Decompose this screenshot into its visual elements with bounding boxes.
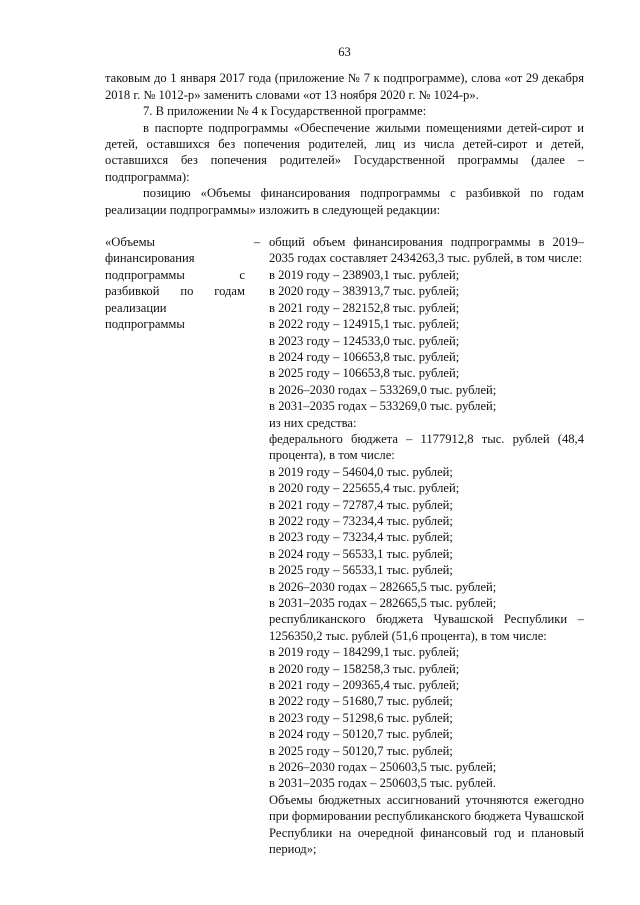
sources-heading: из них средства: bbox=[269, 415, 357, 430]
federal-year-line: в 2019 году – 54604,0 тыс. рублей; bbox=[269, 464, 453, 479]
federal-year-line: в 2024 году – 56533,1 тыс. рублей; bbox=[269, 546, 453, 561]
federal-year-line: в 2026–2030 годах – 282665,5 тыс. рублей; bbox=[269, 579, 497, 594]
federal-year-line: в 2020 году – 225655,4 тыс. рублей; bbox=[269, 481, 460, 496]
total-year-line: в 2020 году – 383913,7 тыс. рублей; bbox=[269, 284, 460, 299]
total-year-line: в 2022 году – 124915,1 тыс. рублей; bbox=[269, 317, 460, 332]
republic-year-line: в 2031–2035 годах – 250603,5 тыс. рублей. bbox=[269, 776, 496, 791]
federal-year-line: в 2022 году – 73234,4 тыс. рублей; bbox=[269, 513, 453, 528]
federal-year-line: в 2021 году – 72787,4 тыс. рублей; bbox=[269, 497, 453, 512]
total-year-line: в 2019 году – 238903,1 тыс. рублей; bbox=[269, 267, 460, 282]
passport-position-value bbox=[269, 234, 584, 857]
republic-year-line: в 2020 году – 158258,3 тыс. рублей; bbox=[269, 661, 460, 676]
intro-paragraph-1: таковым до 1 января 2017 года (приложение № 7 к подпрограмме), слова «от 29 декабря 2018 г. № 1012-р» заменить словами «от 13 ноября 2020 г. № 1024-р». bbox=[105, 71, 584, 102]
republic-year-line: в 2026–2030 годах – 250603,5 тыс. рублей; bbox=[269, 760, 497, 775]
republic-budget-intro: республиканского бюджета Чувашской Республики – 1256350,2 тыс. рублей (51,6 процента), в том числе: bbox=[269, 612, 584, 643]
passport-position-label: «Объемы финансирования подпрограммы с разбивкой по годам реализации подпрограммы bbox=[105, 235, 245, 332]
total-year-line: в 2026–2030 годах – 533269,0 тыс. рублей; bbox=[269, 382, 497, 397]
intro-paragraph-4: позицию «Объемы финансирования подпрограммы с разбивкой по годам реализации подпрограммы» изложить в следующей редакции: bbox=[105, 186, 584, 217]
section-spacer bbox=[105, 218, 584, 232]
republic-year-line: в 2021 году – 209365,4 тыс. рублей; bbox=[269, 678, 460, 693]
total-year-line: в 2025 году – 106653,8 тыс. рублей; bbox=[269, 366, 460, 381]
intro-paragraph-2: 7. В приложении № 4 к Государственной программе: bbox=[143, 104, 427, 119]
republic-year-line: в 2025 году – 50120,7 тыс. рублей; bbox=[269, 743, 453, 758]
total-year-line: в 2024 году – 106653,8 тыс. рублей; bbox=[269, 349, 460, 364]
total-year-line: в 2023 году – 124533,0 тыс. рублей; bbox=[269, 333, 460, 348]
republic-year-line: в 2022 году – 51680,7 тыс. рублей; bbox=[269, 694, 453, 709]
federal-year-line: в 2025 году – 56533,1 тыс. рублей; bbox=[269, 563, 453, 578]
federal-budget-intro: федерального бюджета – 1177912,8 тыс. рублей (48,4 процента), в том числе: bbox=[269, 431, 584, 463]
passport-dash: – bbox=[253, 235, 261, 250]
total-year-line: в 2031–2035 годах – 533269,0 тыс. рублей; bbox=[269, 399, 497, 414]
republic-year-line: в 2019 году – 184299,1 тыс. рублей; bbox=[269, 645, 460, 660]
intro-paragraph-3: в паспорте подпрограммы «Обеспечение жилыми помещениями детей-сирот и детей, оставшихся без попечения родителей, лиц из числа детей-сирот и детей, оставшихся без попечения родителей» Государственной программы (далее – подпрограмма): bbox=[105, 120, 584, 184]
total-financing-intro: общий объем финансирования подпрограммы в 2019–2035 годах составляет 2434263,3 тыс. рублей, в том числе: bbox=[269, 235, 584, 266]
total-year-line: в 2021 году – 282152,8 тыс. рублей; bbox=[269, 300, 460, 315]
closing-note: Объемы бюджетных ассигнований уточняются ежегодно при формировании республиканского бюджета Чувашской Республики на очередной финансовый год и плановый период»; bbox=[269, 792, 584, 857]
federal-year-line: в 2023 году – 73234,4 тыс. рублей; bbox=[269, 530, 453, 545]
republic-year-line: в 2023 году – 51298,6 тыс. рублей; bbox=[269, 710, 453, 725]
page-number: 63 bbox=[338, 45, 351, 59]
republic-year-line: в 2024 году – 50120,7 тыс. рублей; bbox=[269, 727, 453, 742]
federal-year-line: в 2031–2035 годах – 282665,5 тыс. рублей; bbox=[269, 596, 497, 610]
passport-position-block bbox=[105, 234, 584, 857]
